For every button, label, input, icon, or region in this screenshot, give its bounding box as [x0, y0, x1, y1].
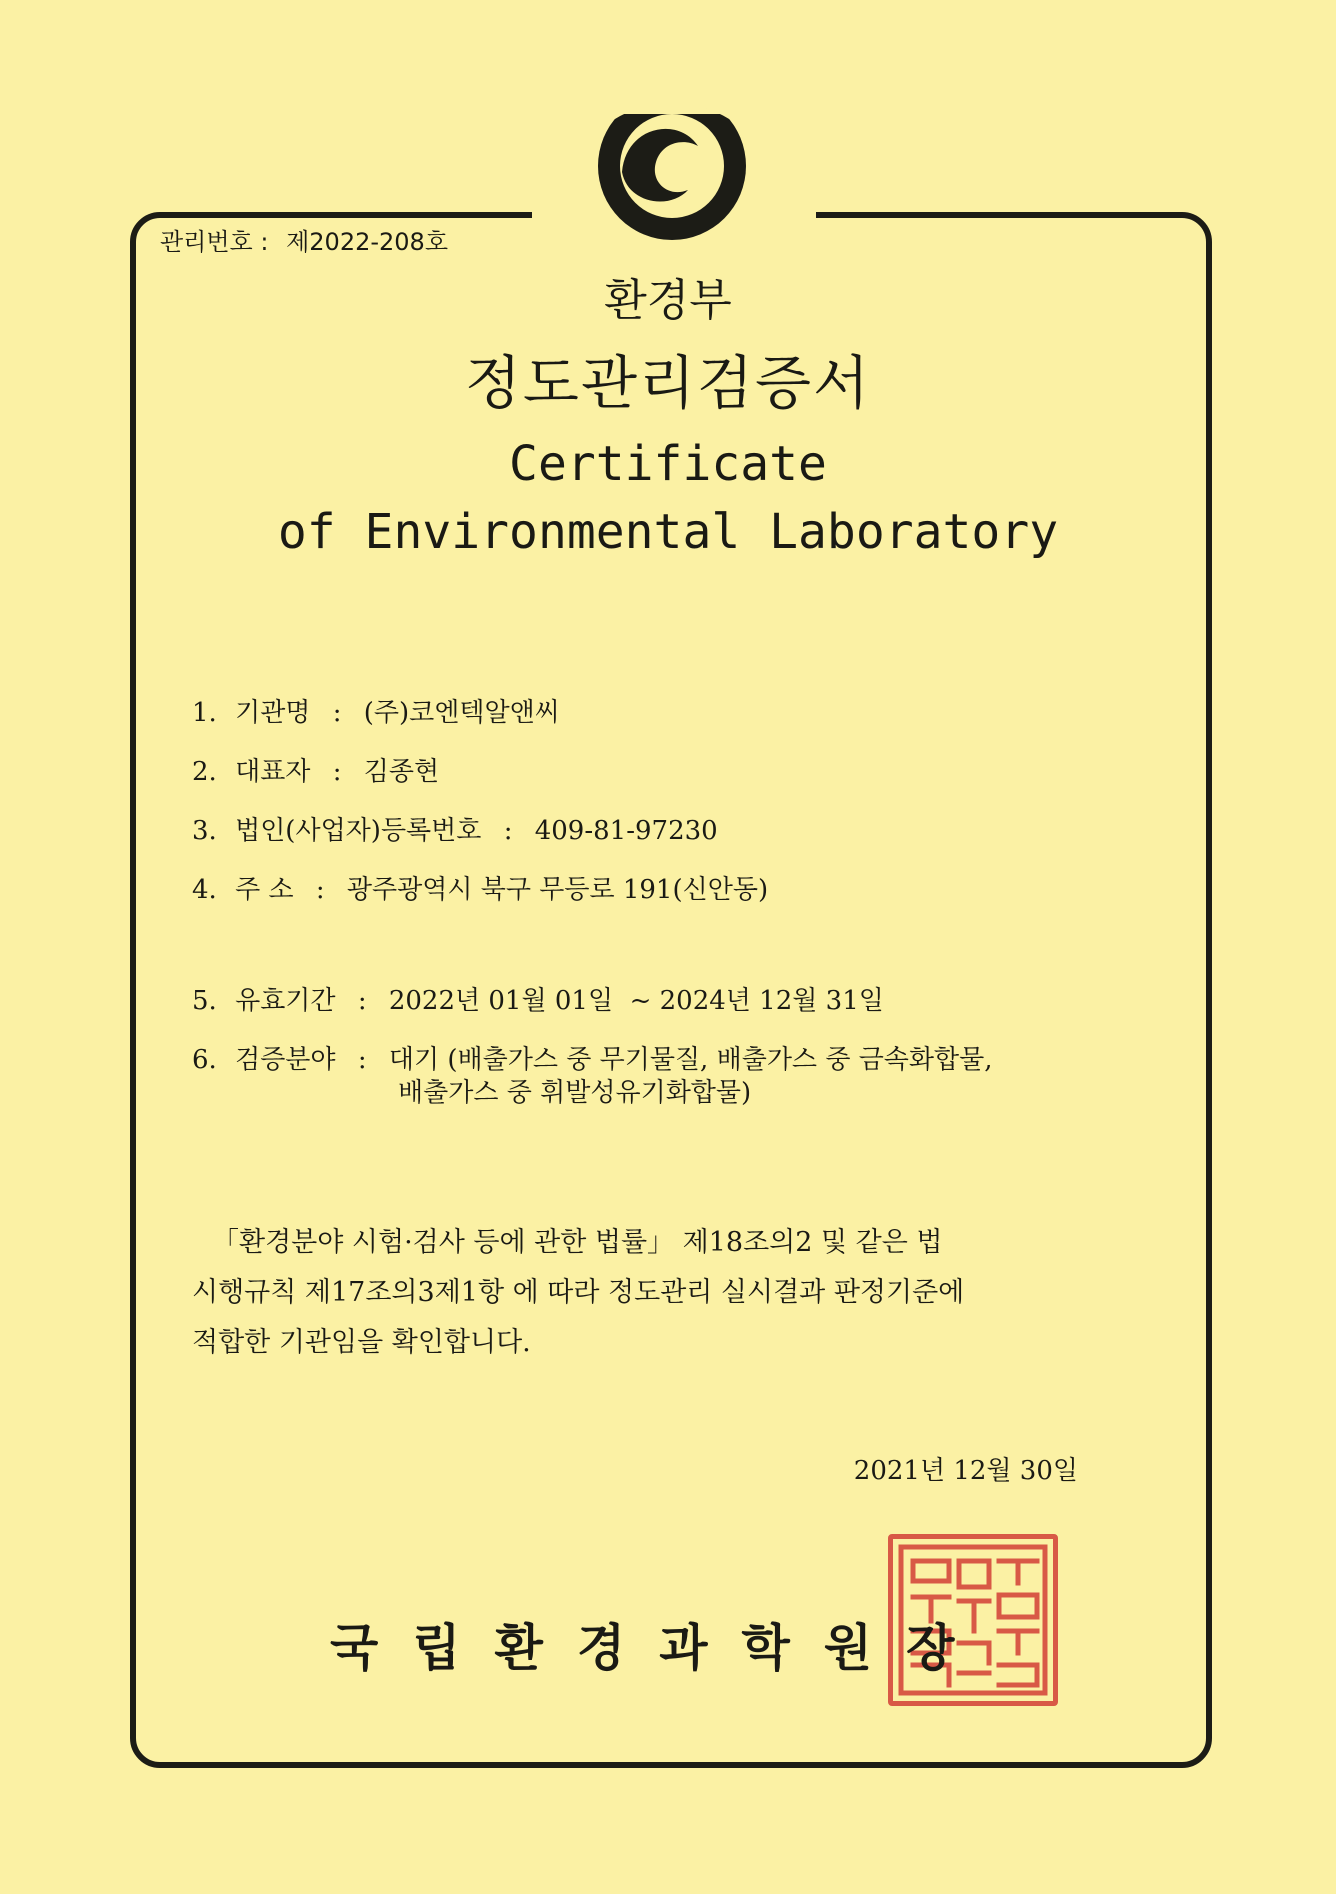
item-separator: : — [332, 698, 342, 728]
ministry-name: 환경부 — [604, 275, 732, 326]
item-label: 대표자 — [235, 757, 311, 787]
item-value: (주)코엔텍알앤씨 — [363, 698, 560, 728]
item-separator: : — [357, 1045, 367, 1075]
title-english-line1: Certificate — [509, 436, 827, 492]
item-value: 대기 (배출가스 중 무기물질, 배출가스 중 금속화합물, — [388, 1045, 993, 1075]
statement-line: 「환경분야 시험·검사 등에 관한 법률」 제18조의2 및 같은 법 — [212, 1227, 943, 1258]
title-english-line2: of Environmental Laboratory — [277, 504, 1059, 560]
item-label: 주 소 — [235, 875, 294, 905]
issuer-name: 국립환경과학원장 — [330, 1618, 989, 1677]
item-value: 김종현 — [363, 757, 440, 787]
item-value: 광주광역시 북구 무등로 191(신안동) — [346, 875, 769, 905]
management-number — [160, 222, 448, 257]
confirmation-statement — [192, 1218, 1092, 1368]
item-separator: : — [503, 816, 513, 846]
item-number: 6. — [192, 1045, 217, 1075]
item-validity-period — [192, 980, 884, 1017]
item-number: 5. — [192, 986, 217, 1016]
item-verification-field — [192, 1039, 993, 1076]
item-value: 409-81-97230 — [534, 816, 718, 846]
management-number-label: 관리번호 : — [160, 228, 269, 256]
statement-line: 적합한 기관임을 확인합니다. — [192, 1327, 531, 1358]
item-address — [192, 869, 768, 906]
item-separator: : — [332, 757, 342, 787]
item-label: 검증분야 — [235, 1045, 336, 1075]
item-registration-number — [192, 810, 718, 847]
item-representative — [192, 751, 439, 788]
item-number: 4. — [192, 875, 217, 905]
item-verification-field-continued: 배출가스 중 휘발성유기화합물) — [398, 1078, 752, 1108]
government-emblem-icon — [592, 86, 752, 246]
management-number-value: 제2022-208호 — [286, 228, 449, 256]
item-institution — [192, 692, 560, 729]
item-label: 유효기간 — [235, 986, 336, 1016]
item-separator: : — [357, 986, 367, 1016]
item-number: 1. — [192, 698, 217, 728]
item-number: 3. — [192, 816, 217, 846]
item-separator: : — [315, 875, 325, 905]
item-label: 법인(사업자)등록번호 — [235, 816, 482, 846]
title-korean: 정도관리검증서 — [464, 349, 872, 417]
issue-date: 2021년 12월 30일 — [853, 1456, 1078, 1486]
statement-line: 시행규칙 제17조의3제1항 에 따라 정도관리 실시결과 판정기준에 — [192, 1277, 965, 1308]
item-value: 2022년 01월 01일 ~ 2024년 12월 31일 — [388, 986, 884, 1016]
item-label: 기관명 — [235, 698, 311, 728]
item-number: 2. — [192, 757, 217, 787]
